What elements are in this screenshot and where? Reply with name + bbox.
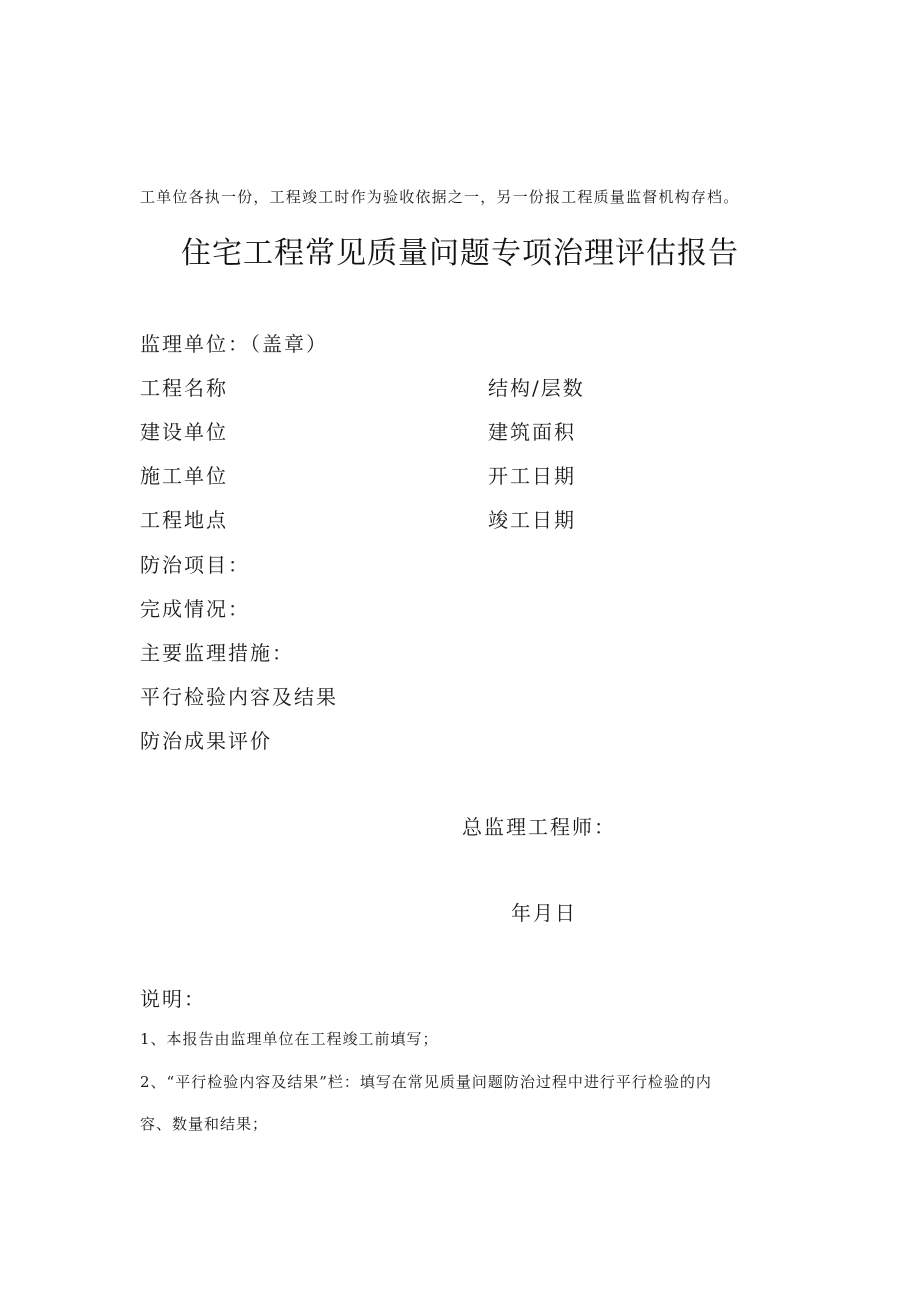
date-label: 年月日 xyxy=(511,901,577,925)
start-date-label: 开工日期 xyxy=(488,464,576,488)
results-evaluation-label: 防治成果评价 xyxy=(140,729,272,753)
main-measures-label: 主要监理措施： xyxy=(140,641,294,665)
completion-date-label: 竣工日期 xyxy=(488,508,576,532)
note-line-2: 2、“平行检验内容及结果”栏：填写在常见质量问题防治过程中进行平行检验的内 xyxy=(140,1073,712,1091)
top-note: 工单位各执一份，工程竣工时作为验收依据之一，另一份报工程质量监督机构存档。 xyxy=(140,188,740,206)
structure-floors-label: 结构/层数 xyxy=(488,376,585,400)
note-line-1: 1、本报告由监理单位在工程竣工前填写； xyxy=(140,1030,439,1048)
project-name-label: 工程名称 xyxy=(140,376,228,400)
prevention-items-label: 防治项目： xyxy=(140,553,250,577)
chief-engineer-signature-label: 总监理工程师： xyxy=(462,815,616,839)
parallel-inspection-label: 平行检验内容及结果 xyxy=(140,685,338,709)
construction-unit-label: 建设单位 xyxy=(140,420,228,444)
notes-heading: 说明： xyxy=(140,987,206,1011)
page-title: 住宅工程常见质量问题专项治理评估报告 xyxy=(181,236,739,271)
note-line-3: 容、数量和结果； xyxy=(140,1115,269,1133)
supervision-unit-label: 监理单位：（盖章） xyxy=(140,332,328,356)
building-area-label: 建筑面积 xyxy=(488,420,576,444)
project-location-label: 工程地点 xyxy=(140,508,228,532)
contractor-label: 施工单位 xyxy=(140,464,228,488)
completion-status-label: 完成情况： xyxy=(140,597,250,621)
